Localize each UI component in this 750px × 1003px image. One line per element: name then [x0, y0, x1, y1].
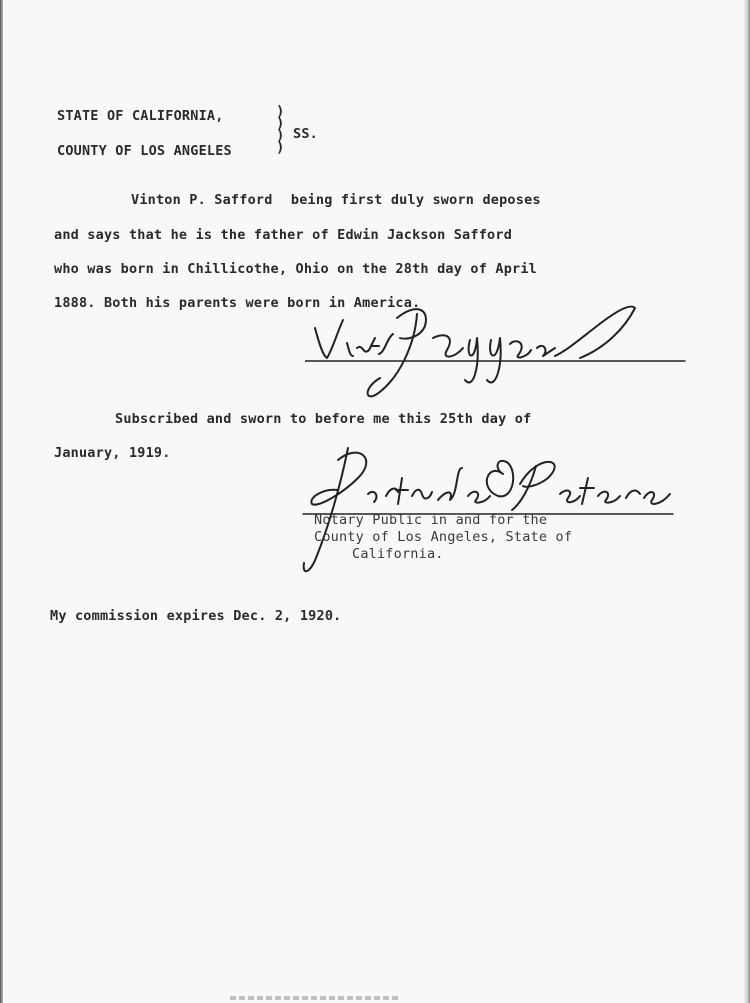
jurat-line-2: January, 1919. [54, 445, 171, 461]
venue-county: COUNTY OF LOS ANGELES [57, 143, 232, 159]
affidavit-line-1-rest: being first duly sworn deposes [290, 192, 541, 208]
venue-ss: SS. [293, 126, 318, 142]
affidavit-line-4: 1888. Both his parents were born in America. [54, 295, 421, 311]
commission-expiry: My commission expires Dec. 2, 1920. [50, 608, 342, 624]
affiant-signature [305, 298, 690, 403]
scan-edge-right [744, 0, 750, 1003]
venue-brace: ) ) ) ) [276, 104, 285, 156]
affidavit-line-2: and says that he is the father of Edwin Jackson Safford [54, 227, 513, 243]
affidavit-line-1 [131, 192, 541, 208]
venue-state: STATE OF CALIFORNIA, [57, 108, 224, 124]
notary-line-3: California. [352, 546, 444, 562]
notary-line-2: County of Los Angeles, State of [314, 529, 573, 545]
affidavit-line-3: who was born in Chillicothe, Ohio on the 28th day of April [54, 261, 538, 277]
affiant-name: Vinton P. Safford [131, 192, 273, 208]
jurat-line-1: Subscribed and sworn to before me this 25th day of [115, 411, 532, 427]
scan-edge-left [0, 0, 3, 1003]
scan-footer-artifact [230, 996, 400, 1000]
notary-line-1: Notary Public in and for the [314, 512, 548, 528]
